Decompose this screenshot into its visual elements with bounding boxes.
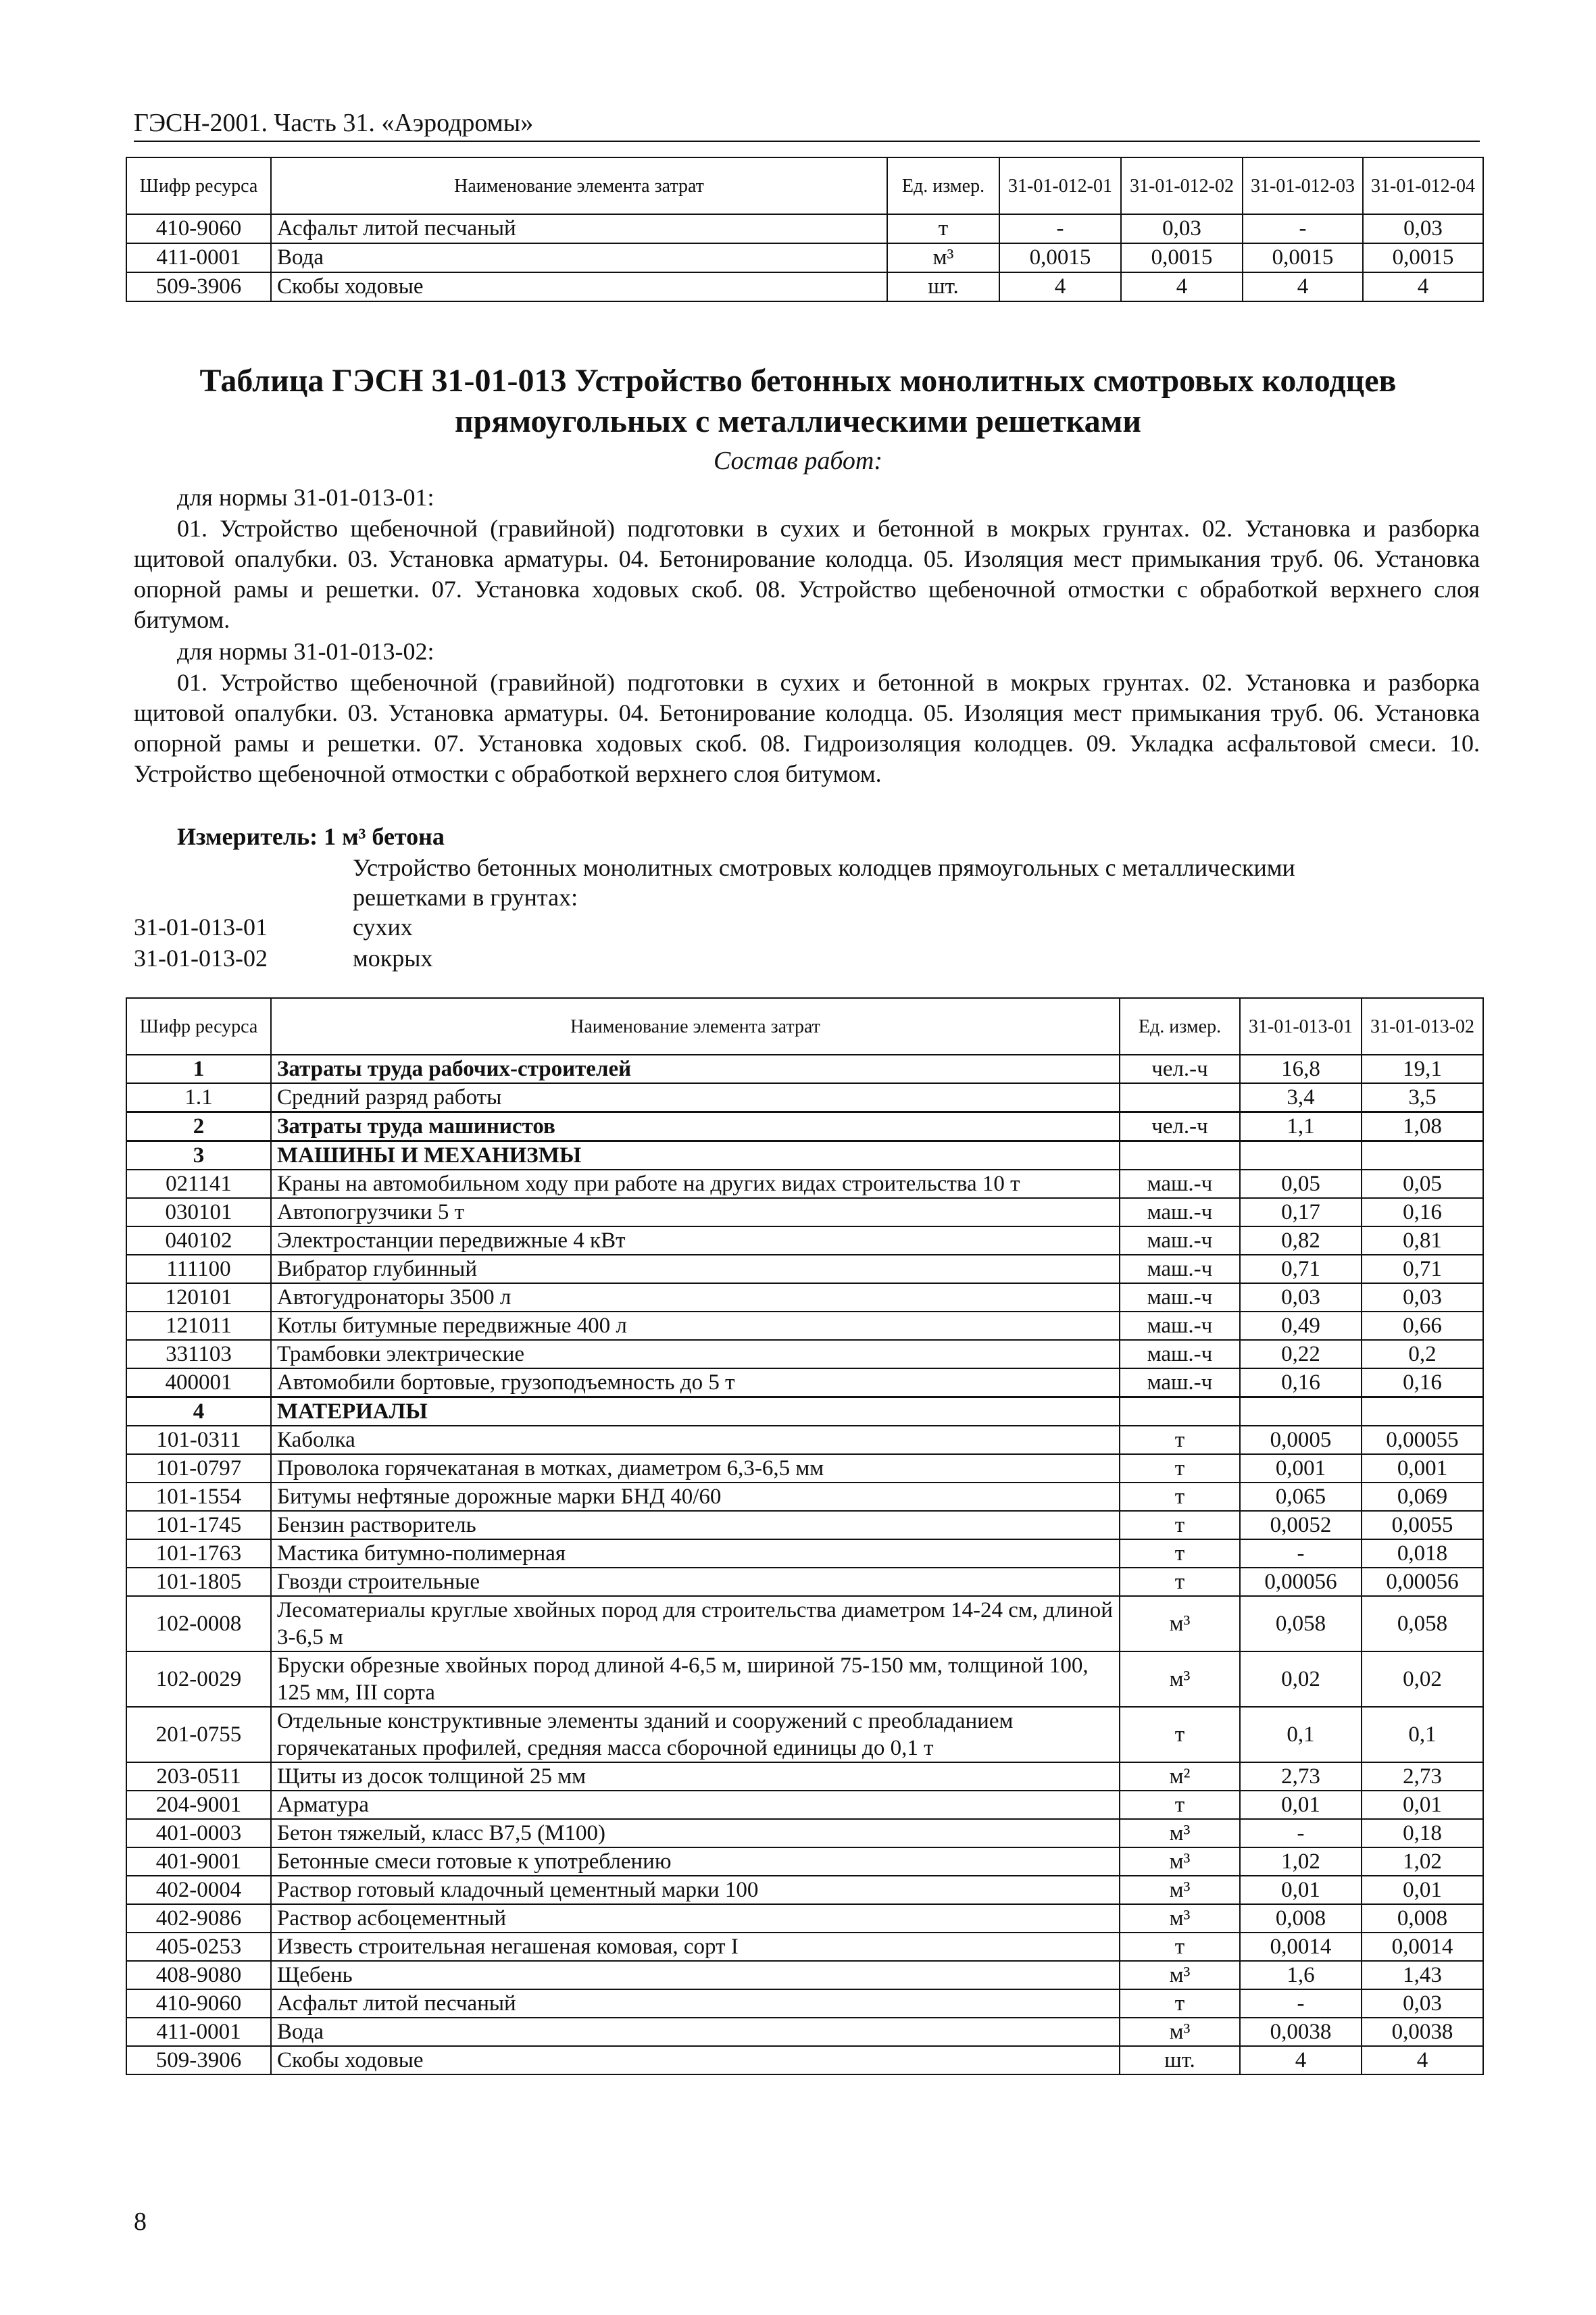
- cell-name: Автомобили бортовые, грузоподъемность до 5 т: [271, 1368, 1120, 1397]
- cell-code: 411-0001: [126, 243, 271, 272]
- cell-code: 120101: [126, 1283, 271, 1312]
- col-header-name: Наименование элемента затрат: [271, 998, 1120, 1055]
- cell-name: Средний разряд работы: [271, 1083, 1120, 1112]
- norm1-label: для нормы 31-01-013-01:: [177, 484, 434, 511]
- table-row: [126, 1762, 1483, 1791]
- cell-code: 101-1554: [126, 1483, 271, 1511]
- cell-code: 402-9086: [126, 1904, 271, 1933]
- cell-value: 4: [1362, 2046, 1483, 2074]
- cell-code: 1.1: [126, 1083, 271, 1112]
- cell-value: 0,03: [1363, 214, 1483, 243]
- norm2-label: для нормы 31-01-013-02:: [177, 638, 434, 665]
- cell-name: Скобы ходовые: [271, 272, 887, 301]
- cell-code: 408-9080: [126, 1961, 271, 1989]
- cell-name: Раствор готовый кладочный цементный марки 100: [271, 1876, 1120, 1904]
- col-header-norm: 31-01-013-01: [1240, 998, 1362, 1055]
- cell-name: Затраты труда рабочих-строителей: [271, 1055, 1120, 1083]
- variant-label: сухих: [353, 914, 413, 941]
- cell-code: 509-3906: [126, 272, 271, 301]
- norm1-text: 01. Устройство щебеночной (гравийной) подготовки в сухих и бетонной в мокрых грунтах. 02. Установка и разборка щитовой опалубки. 03. Установка арматуры. 04. Бетонирование колодца. 05. Изоляция мест примыкания труб. 06. Установка опорной рамы и решетки. 07. Установка ходовых скоб. 08. Устройство щебеночной отмостки с обработкой верхнего слоя битумом.: [134, 515, 1480, 633]
- col-header-norm: 31-01-012-02: [1121, 157, 1243, 214]
- cell-name: Краны на автомобильном ходу при работе на других видах строительства 10 т: [271, 1170, 1120, 1198]
- variant-code: 31-01-013-02: [134, 945, 268, 972]
- cell-value: 0,0005: [1240, 1426, 1362, 1454]
- table-row: [126, 1055, 1483, 1083]
- table-row: [126, 1170, 1483, 1198]
- page-number: 8: [134, 2208, 147, 2236]
- cell-value: 3,5: [1362, 1083, 1483, 1112]
- col-header-unit: Ед. измер.: [887, 157, 999, 214]
- table-row: [126, 1312, 1483, 1340]
- norm2-text: 01. Устройство щебеночной (гравийной) подготовки в сухих и бетонной в мокрых грунтах. 02. Установка и разборка щитовой опалубки. 03. Установка арматуры. 04. Бетонирование колодца. 05. Изоляция мест примыкания труб. 06. Установка опорной рамы и решетки. 07. Установка ходовых скоб. 08. Гидроизоляция колодцев. 09. Укладка асфальтовой смеси. 10. Устройство щебеночной отмостки с обработкой верхнего слоя битумом.: [134, 669, 1480, 787]
- table-row: [126, 1876, 1483, 1904]
- cell-value: 0,02: [1240, 1651, 1362, 1707]
- cell-value: 0,0014: [1362, 1933, 1483, 1961]
- table-row: [126, 1596, 1483, 1651]
- cell-code: 030101: [126, 1198, 271, 1226]
- cell-unit: маш.-ч: [1120, 1283, 1240, 1312]
- cell-name: Автопогрузчики 5 т: [271, 1198, 1120, 1226]
- description-line2: решетками в грунтах:: [353, 884, 578, 911]
- cell-name: Раствор асбоцементный: [271, 1904, 1120, 1933]
- cell-unit: маш.-ч: [1120, 1368, 1240, 1397]
- meter: Измеритель: 1 м³ бетона: [177, 823, 445, 850]
- cell-unit: т: [1120, 1933, 1240, 1961]
- cell-value: 0,03: [1121, 214, 1243, 243]
- cell-value: 0,0014: [1240, 1933, 1362, 1961]
- cell-code: 402-0004: [126, 1876, 271, 1904]
- col-header-code: Шифр ресурса: [126, 998, 271, 1055]
- cell-value: 0,0015: [1363, 243, 1483, 272]
- cell-name: Бетон тяжелый, класс В7,5 (М100): [271, 1819, 1120, 1847]
- cell-name: Вибратор глубинный: [271, 1255, 1120, 1283]
- cell-unit: м³: [1120, 1904, 1240, 1933]
- cell-name: Известь строительная негашеная комовая, сорт I: [271, 1933, 1120, 1961]
- cell-value: 0,058: [1240, 1596, 1362, 1651]
- cell-value: 4: [1121, 272, 1243, 301]
- cell-value: -: [1240, 1819, 1362, 1847]
- cell-value: 1,43: [1362, 1961, 1483, 1989]
- cell-value: 0,01: [1362, 1791, 1483, 1819]
- cell-value: 0,16: [1362, 1368, 1483, 1397]
- cell-value: 0,008: [1362, 1904, 1483, 1933]
- cell-value: 4: [1243, 272, 1363, 301]
- cell-value: 0,71: [1362, 1255, 1483, 1283]
- table-row: [126, 1340, 1483, 1368]
- cell-value: 0,03: [1362, 1989, 1483, 2018]
- table-row: [126, 1454, 1483, 1483]
- cell-name: Вода: [271, 2018, 1120, 2046]
- cell-value: 1,02: [1240, 1847, 1362, 1876]
- cell-unit: м³: [1120, 1961, 1240, 1989]
- table-row: [126, 1141, 1483, 1170]
- cell-code: 2: [126, 1112, 271, 1141]
- cell-value: [1240, 1397, 1362, 1426]
- cell-unit: чел.-ч: [1120, 1055, 1240, 1083]
- resource-table-013: [126, 997, 1484, 2075]
- table-header-row: [126, 998, 1483, 1055]
- table-row: [126, 1933, 1483, 1961]
- cell-unit: шт.: [887, 272, 999, 301]
- cell-value: 1,08: [1362, 1112, 1483, 1141]
- table-row: [126, 1539, 1483, 1568]
- table-title-line1: Таблица ГЭСН 31-01-013 Устройство бетонных монолитных смотровых колодцев: [199, 363, 1397, 399]
- cell-code: 101-1745: [126, 1511, 271, 1539]
- cell-code: 203-0511: [126, 1762, 271, 1791]
- cell-unit: [1120, 1397, 1240, 1426]
- cell-unit: м²: [1120, 1762, 1240, 1791]
- table-header-row: [126, 157, 1483, 214]
- cell-value: 0,0015: [999, 243, 1121, 272]
- table-title-line2: прямоугольных с металлическими решетками: [455, 403, 1141, 439]
- cell-code: 3: [126, 1141, 271, 1170]
- cell-unit: т: [1120, 1707, 1240, 1762]
- cell-value: -: [1243, 214, 1363, 243]
- table-row: [126, 1847, 1483, 1876]
- cell-value: 0,01: [1240, 1791, 1362, 1819]
- cell-value: 0,1: [1362, 1707, 1483, 1762]
- col-header-norm: 31-01-012-01: [999, 157, 1121, 214]
- cell-code: 401-9001: [126, 1847, 271, 1876]
- description-line1: Устройство бетонных монолитных смотровых колодцев прямоугольных с металлическими: [353, 854, 1295, 881]
- cell-value: 3,4: [1240, 1083, 1362, 1112]
- cell-code: 4: [126, 1397, 271, 1426]
- cell-value: 0,17: [1240, 1198, 1362, 1226]
- cell-name: Бетонные смеси готовые к употреблению: [271, 1847, 1120, 1876]
- col-header-norm: 31-01-012-03: [1243, 157, 1363, 214]
- cell-value: 0,008: [1240, 1904, 1362, 1933]
- col-header-name: Наименование элемента затрат: [271, 157, 887, 214]
- cell-value: 0,03: [1240, 1283, 1362, 1312]
- cell-unit: т: [887, 214, 999, 243]
- cell-code: 201-0755: [126, 1707, 271, 1762]
- cell-value: 2,73: [1240, 1762, 1362, 1791]
- cell-value: 0,00056: [1240, 1568, 1362, 1596]
- page-header: ГЭСН-2001. Часть 31. «Аэродромы»: [134, 108, 1480, 142]
- table-row: [126, 1651, 1483, 1707]
- cell-value: 1,1: [1240, 1112, 1362, 1141]
- cell-code: 102-0029: [126, 1651, 271, 1707]
- cell-code: 111100: [126, 1255, 271, 1283]
- cell-unit: [1120, 1083, 1240, 1112]
- cell-value: 0,001: [1362, 1454, 1483, 1483]
- cell-value: 0,01: [1240, 1876, 1362, 1904]
- variant-code: 31-01-013-01: [134, 914, 268, 941]
- cell-unit: м³: [1120, 1847, 1240, 1876]
- variant-label: мокрых: [353, 945, 433, 972]
- cell-value: 0,058: [1362, 1596, 1483, 1651]
- table-row: [126, 1483, 1483, 1511]
- table-row: [126, 1568, 1483, 1596]
- table-row: [126, 1707, 1483, 1762]
- cell-unit: чел.-ч: [1120, 1112, 1240, 1141]
- cell-value: 0,0015: [1121, 243, 1243, 272]
- cell-name: Проволока горячекатаная в мотках, диаметром 6,3-6,5 мм: [271, 1454, 1120, 1483]
- cell-value: 0,018: [1362, 1539, 1483, 1568]
- cell-code: 509-3906: [126, 2046, 271, 2074]
- table-row: [126, 1368, 1483, 1397]
- cell-unit: м³: [887, 243, 999, 272]
- cell-value: 0,49: [1240, 1312, 1362, 1340]
- cell-name: Затраты труда машинистов: [271, 1112, 1120, 1141]
- cell-code: 411-0001: [126, 2018, 271, 2046]
- table-row: [126, 1511, 1483, 1539]
- cell-value: 2,73: [1362, 1762, 1483, 1791]
- cell-unit: маш.-ч: [1120, 1312, 1240, 1340]
- cell-code: 400001: [126, 1368, 271, 1397]
- cell-unit: т: [1120, 1483, 1240, 1511]
- cell-value: 0,22: [1240, 1340, 1362, 1368]
- cell-value: 0,0055: [1362, 1511, 1483, 1539]
- cell-unit: [1120, 1141, 1240, 1170]
- col-header-norm: 31-01-012-04: [1363, 157, 1483, 214]
- cell-unit: маш.-ч: [1120, 1170, 1240, 1198]
- table-row: [126, 1226, 1483, 1255]
- table-row: [126, 214, 1483, 243]
- table-row: [126, 2046, 1483, 2074]
- cell-unit: т: [1120, 1539, 1240, 1568]
- cell-value: 0,05: [1362, 1170, 1483, 1198]
- cell-value: 0,0038: [1240, 2018, 1362, 2046]
- cell-code: 331103: [126, 1340, 271, 1368]
- cell-value: [1240, 1141, 1362, 1170]
- cell-name: Мастика битумно-полимерная: [271, 1539, 1120, 1568]
- cell-value: 0,069: [1362, 1483, 1483, 1511]
- cell-value: 0,03: [1362, 1283, 1483, 1312]
- cell-value: 0,0015: [1243, 243, 1363, 272]
- cell-code: 401-0003: [126, 1819, 271, 1847]
- cell-value: 0,18: [1362, 1819, 1483, 1847]
- cell-name: Гвозди строительные: [271, 1568, 1120, 1596]
- cell-value: 0,0052: [1240, 1511, 1362, 1539]
- cell-value: 0,82: [1240, 1226, 1362, 1255]
- cell-value: 0,01: [1362, 1876, 1483, 1904]
- cell-name: Асфальт литой песчаный: [271, 214, 887, 243]
- cell-name: Автогудронаторы 3500 л: [271, 1283, 1120, 1312]
- cell-value: 0,00055: [1362, 1426, 1483, 1454]
- cell-unit: маш.-ч: [1120, 1340, 1240, 1368]
- cell-value: 0,065: [1240, 1483, 1362, 1511]
- cell-code: 410-9060: [126, 1989, 271, 2018]
- cell-name: Электростанции передвижные 4 кВт: [271, 1226, 1120, 1255]
- cell-name: Щебень: [271, 1961, 1120, 1989]
- cell-code: 101-0797: [126, 1454, 271, 1483]
- cell-unit: т: [1120, 1426, 1240, 1454]
- cell-value: 0,71: [1240, 1255, 1362, 1283]
- cell-value: 0,81: [1362, 1226, 1483, 1255]
- cell-value: -: [999, 214, 1121, 243]
- cell-code: 410-9060: [126, 214, 271, 243]
- col-header-unit: Ед. измер.: [1120, 998, 1240, 1055]
- cell-name: Асфальт литой песчаный: [271, 1989, 1120, 2018]
- table-row: [126, 272, 1483, 301]
- cell-value: 1,02: [1362, 1847, 1483, 1876]
- cell-value: 0,16: [1362, 1198, 1483, 1226]
- cell-value: 4: [1240, 2046, 1362, 2074]
- cell-unit: маш.-ч: [1120, 1198, 1240, 1226]
- table-row: [126, 1961, 1483, 1989]
- cell-unit: м³: [1120, 1596, 1240, 1651]
- cell-value: 0,1: [1240, 1707, 1362, 1762]
- cell-unit: т: [1120, 1989, 1240, 2018]
- table-row: [126, 1904, 1483, 1933]
- cell-name: Лесоматериалы круглые хвойных пород для строительства диаметром 14-24 см, длиной 3-6,5 м: [271, 1596, 1120, 1651]
- cell-value: 0,2: [1362, 1340, 1483, 1368]
- cell-value: 16,8: [1240, 1055, 1362, 1083]
- table-row: [126, 1283, 1483, 1312]
- cell-unit: м³: [1120, 2018, 1240, 2046]
- cell-value: -: [1240, 1989, 1362, 2018]
- table-row: [126, 1198, 1483, 1226]
- cell-name: МАТЕРИАЛЫ: [271, 1397, 1120, 1426]
- cell-value: 0,66: [1362, 1312, 1483, 1340]
- cell-name: Отдельные конструктивные элементы зданий и сооружений с преобладанием горячекатаных профилей, средняя масса сборочной единицы до 0,1 т: [271, 1707, 1120, 1762]
- cell-unit: м³: [1120, 1876, 1240, 1904]
- cell-name: Битумы нефтяные дорожные марки БНД 40/60: [271, 1483, 1120, 1511]
- cell-value: 0,00056: [1362, 1568, 1483, 1596]
- cell-code: 1: [126, 1055, 271, 1083]
- cell-unit: шт.: [1120, 2046, 1240, 2074]
- cell-name: Трамбовки электрические: [271, 1340, 1120, 1368]
- cell-unit: м³: [1120, 1651, 1240, 1707]
- cell-name: Скобы ходовые: [271, 2046, 1120, 2074]
- table-row: [126, 1397, 1483, 1426]
- table-row: [126, 1989, 1483, 2018]
- cell-value: 0,0038: [1362, 2018, 1483, 2046]
- cell-name: Каболка: [271, 1426, 1120, 1454]
- cell-name: Щиты из досок толщиной 25 мм: [271, 1762, 1120, 1791]
- cell-value: 0,16: [1240, 1368, 1362, 1397]
- table-row: [126, 1083, 1483, 1112]
- resource-table-012: [126, 157, 1484, 302]
- table-row: [126, 1426, 1483, 1454]
- cell-value: [1362, 1397, 1483, 1426]
- cell-value: 4: [1363, 272, 1483, 301]
- table-row: [126, 1255, 1483, 1283]
- cell-value: 0,02: [1362, 1651, 1483, 1707]
- cell-code: 101-1763: [126, 1539, 271, 1568]
- cell-name: Вода: [271, 243, 887, 272]
- cell-name: Бруски обрезные хвойных пород длиной 4-6,5 м, шириной 75-150 мм, толщиной 100, 125 мм, III сорта: [271, 1651, 1120, 1707]
- cell-unit: маш.-ч: [1120, 1255, 1240, 1283]
- composition-label: Состав работ:: [713, 447, 883, 475]
- cell-value: 1,6: [1240, 1961, 1362, 1989]
- cell-code: 102-0008: [126, 1596, 271, 1651]
- cell-name: Бензин растворитель: [271, 1511, 1120, 1539]
- cell-code: 101-1805: [126, 1568, 271, 1596]
- cell-name: МАШИНЫ И МЕХАНИЗМЫ: [271, 1141, 1120, 1170]
- cell-code: 204-9001: [126, 1791, 271, 1819]
- cell-unit: т: [1120, 1568, 1240, 1596]
- cell-value: 0,001: [1240, 1454, 1362, 1483]
- cell-code: 405-0253: [126, 1933, 271, 1961]
- cell-name: Арматура: [271, 1791, 1120, 1819]
- table-row: [126, 1112, 1483, 1141]
- col-header-norm: 31-01-013-02: [1362, 998, 1483, 1055]
- cell-value: 19,1: [1362, 1055, 1483, 1083]
- cell-unit: т: [1120, 1454, 1240, 1483]
- cell-unit: т: [1120, 1791, 1240, 1819]
- table-row: [126, 1819, 1483, 1847]
- cell-unit: маш.-ч: [1120, 1226, 1240, 1255]
- cell-unit: м³: [1120, 1819, 1240, 1847]
- cell-value: -: [1240, 1539, 1362, 1568]
- cell-name: Котлы битумные передвижные 400 л: [271, 1312, 1120, 1340]
- cell-code: 021141: [126, 1170, 271, 1198]
- cell-value: 0,05: [1240, 1170, 1362, 1198]
- table-row: [126, 2018, 1483, 2046]
- table-row: [126, 243, 1483, 272]
- cell-code: 040102: [126, 1226, 271, 1255]
- cell-unit: т: [1120, 1511, 1240, 1539]
- cell-code: 121011: [126, 1312, 271, 1340]
- cell-value: 4: [999, 272, 1121, 301]
- col-header-code: Шифр ресурса: [126, 157, 271, 214]
- cell-code: 101-0311: [126, 1426, 271, 1454]
- table-row: [126, 1791, 1483, 1819]
- cell-value: [1362, 1141, 1483, 1170]
